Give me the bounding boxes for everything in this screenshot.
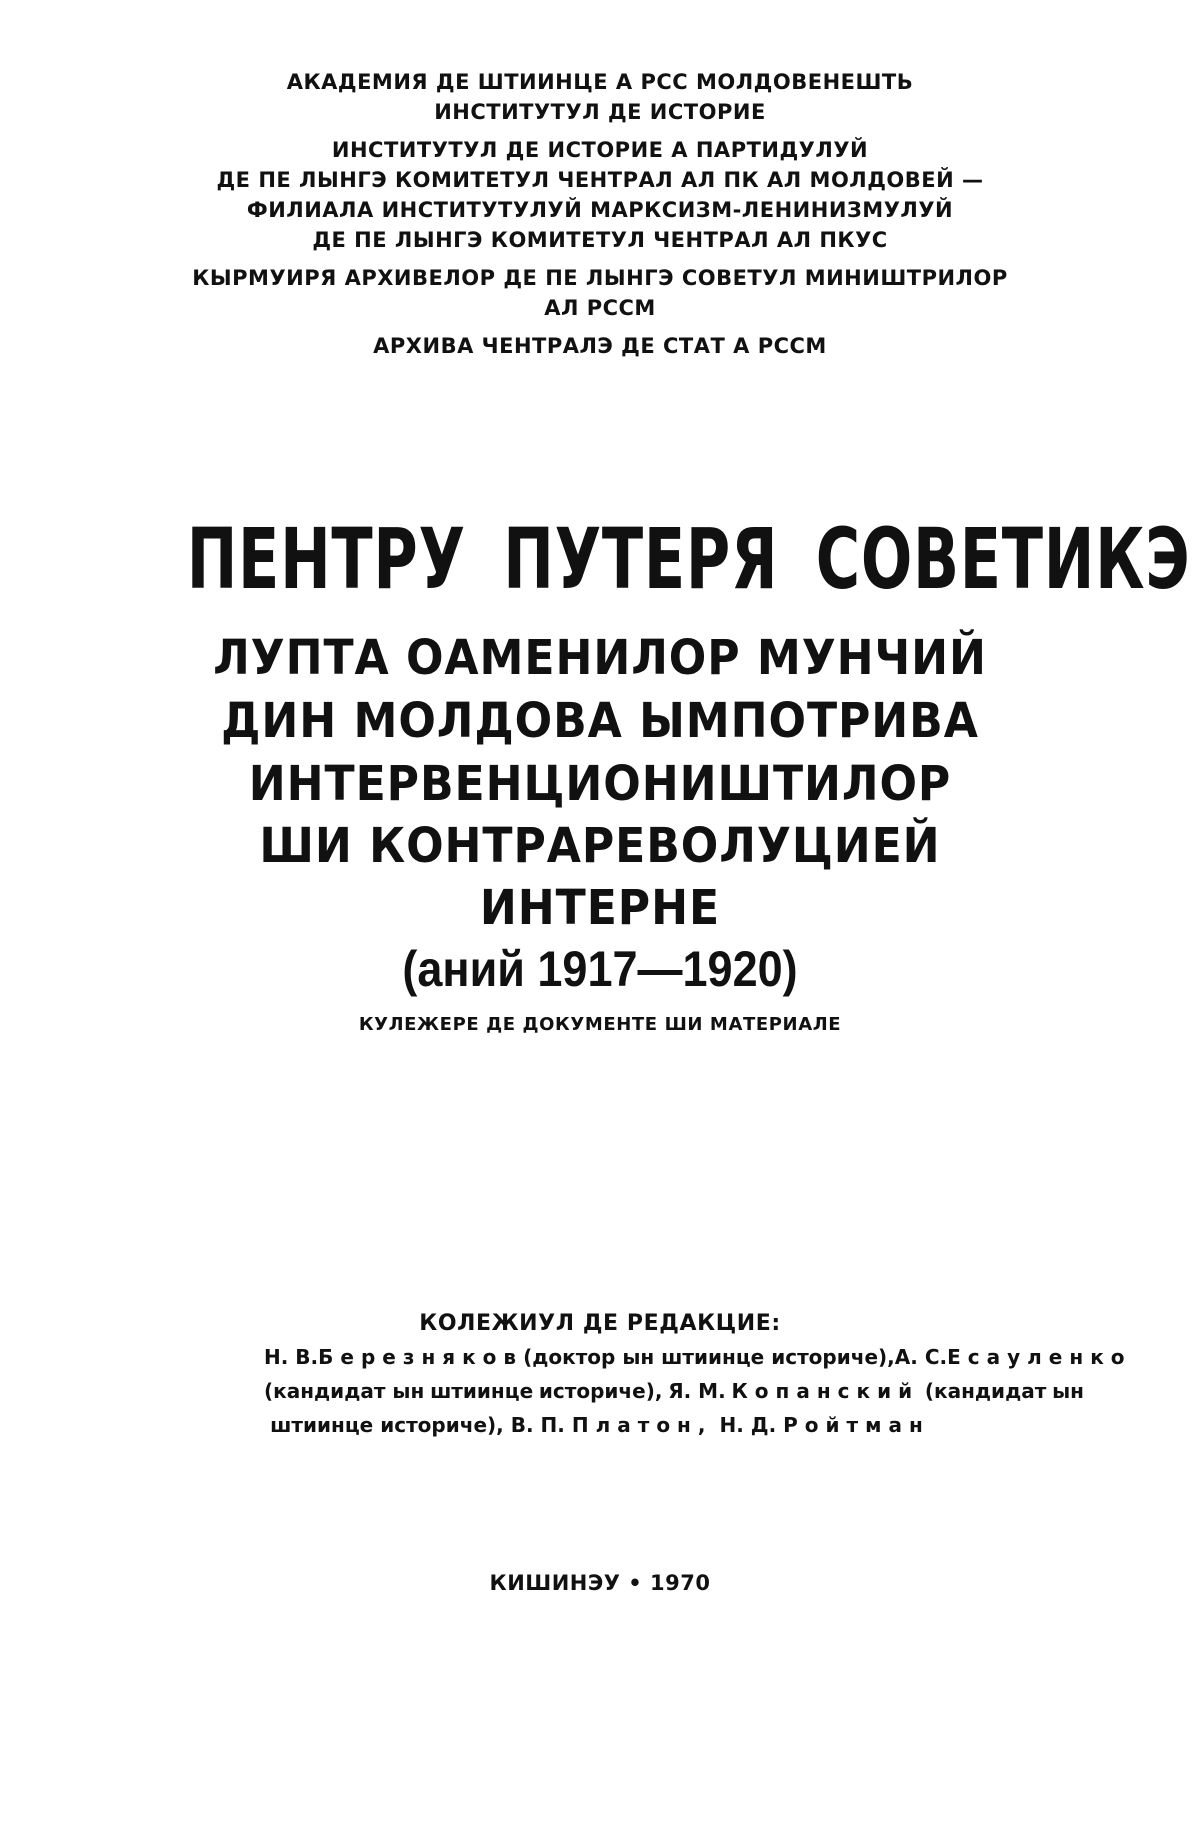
- editor-initials: А. С.: [894, 1345, 948, 1369]
- editor-degree: (кандидат ын: [264, 1379, 425, 1403]
- editor-degree: (кандидат: [924, 1379, 1047, 1403]
- subtitle-line: ЛУПТА ОАМЕНИЛОР МУНЧИЙ: [213, 630, 987, 686]
- editor-degree: штиинце: [430, 1379, 534, 1403]
- editor-name: Есауленко: [947, 1345, 1132, 1369]
- editor-degree: ын: [1052, 1379, 1084, 1403]
- subtitle-line: ДИН МОЛДОВА ЫМПОТРИВА: [221, 693, 979, 749]
- editor-degree: штиинце историче),: [270, 1413, 504, 1437]
- years-range: (аний 1917—1920): [402, 941, 798, 997]
- institution-line: ИНСТИТУТУЛ ДЕ ИСТОРИЕ А ПАРТИДУЛУЙ: [331, 138, 869, 162]
- editor-name: Платон,: [571, 1413, 713, 1437]
- book-title-word: ПУТЕРЯ: [503, 510, 779, 608]
- editor-degree: (доктор ын штиинце историче),: [523, 1345, 895, 1369]
- editor-initials: Н. Д.: [719, 1413, 777, 1437]
- institution-line: ФИЛИАЛА ИНСТИТУТУЛУЙ МАРКСИЗМ-ЛЕНИНИЗМУЛУЙ: [246, 198, 954, 222]
- editors-line-3: [0, 1413, 1200, 1437]
- book-title: [168, 510, 1191, 608]
- institution-line: ДЕ ПЕ ЛЫНГЭ КОМИТЕТУЛ ЧЕНТРАЛ АЛ ПКУС: [312, 228, 888, 252]
- editor-name: Копанский: [731, 1379, 920, 1403]
- subtitle-line: ИНТЕРНЕ: [479, 880, 721, 936]
- institution-line: АРХИВА ЧЕНТРАЛЭ ДЕ СТАТ А РССМ: [373, 334, 827, 358]
- institution-line: ИНСТИТУТУЛ ДЕ ИСТОРИЕ: [434, 100, 766, 124]
- editor-degree: историче),: [538, 1379, 663, 1403]
- imprint: КИШИНЭУ • 1970: [489, 1571, 711, 1595]
- subtitle-line: ИНТЕРВЕНЦИОНИШТИЛОР: [248, 756, 952, 812]
- subtitle-line: ШИ КОНТРАРЕВОЛУЦИЕЙ: [259, 818, 941, 874]
- book-title-word: ПЕНТРУ: [186, 510, 466, 608]
- editor-initials: Я. М.: [668, 1379, 726, 1403]
- book-title-word: СОВЕТИКЭ: [815, 510, 1191, 608]
- editor-initials: Н. В.: [264, 1345, 319, 1369]
- institution-line: АЛ РССМ: [544, 296, 656, 320]
- institution-line: КЫРМУИРЯ АРХИВЕЛОР ДЕ ПЕ ЛЫНГЭ СОВЕТУЛ МИНИШТРИЛОР: [192, 266, 1008, 290]
- editor-name: Ройтман: [783, 1413, 930, 1437]
- institution-line: ДЕ ПЕ ЛЫНГЭ КОМИТЕТУЛ ЧЕНТРАЛ АЛ ПК АЛ МОЛДОВЕЙ —: [216, 168, 984, 192]
- editorial-board-heading: КОЛЕЖИУЛ ДЕ РЕДАКЦИЕ:: [419, 1311, 781, 1336]
- institution-line: АКАДЕМИЯ ДЕ ШТИИНЦЕ А РСС МОЛДОВЕНЕШТЬ: [286, 70, 914, 94]
- editors-line-2: [264, 1379, 1084, 1403]
- editor-initials: В. П.: [510, 1413, 565, 1437]
- editor-name: Березняков: [318, 1345, 524, 1369]
- editors-line-1: [264, 1345, 1132, 1369]
- collection-subtitle: КУЛЕЖЕРЕ ДЕ ДОКУМЕНТЕ ШИ МАТЕРИАЛЕ: [358, 1014, 842, 1035]
